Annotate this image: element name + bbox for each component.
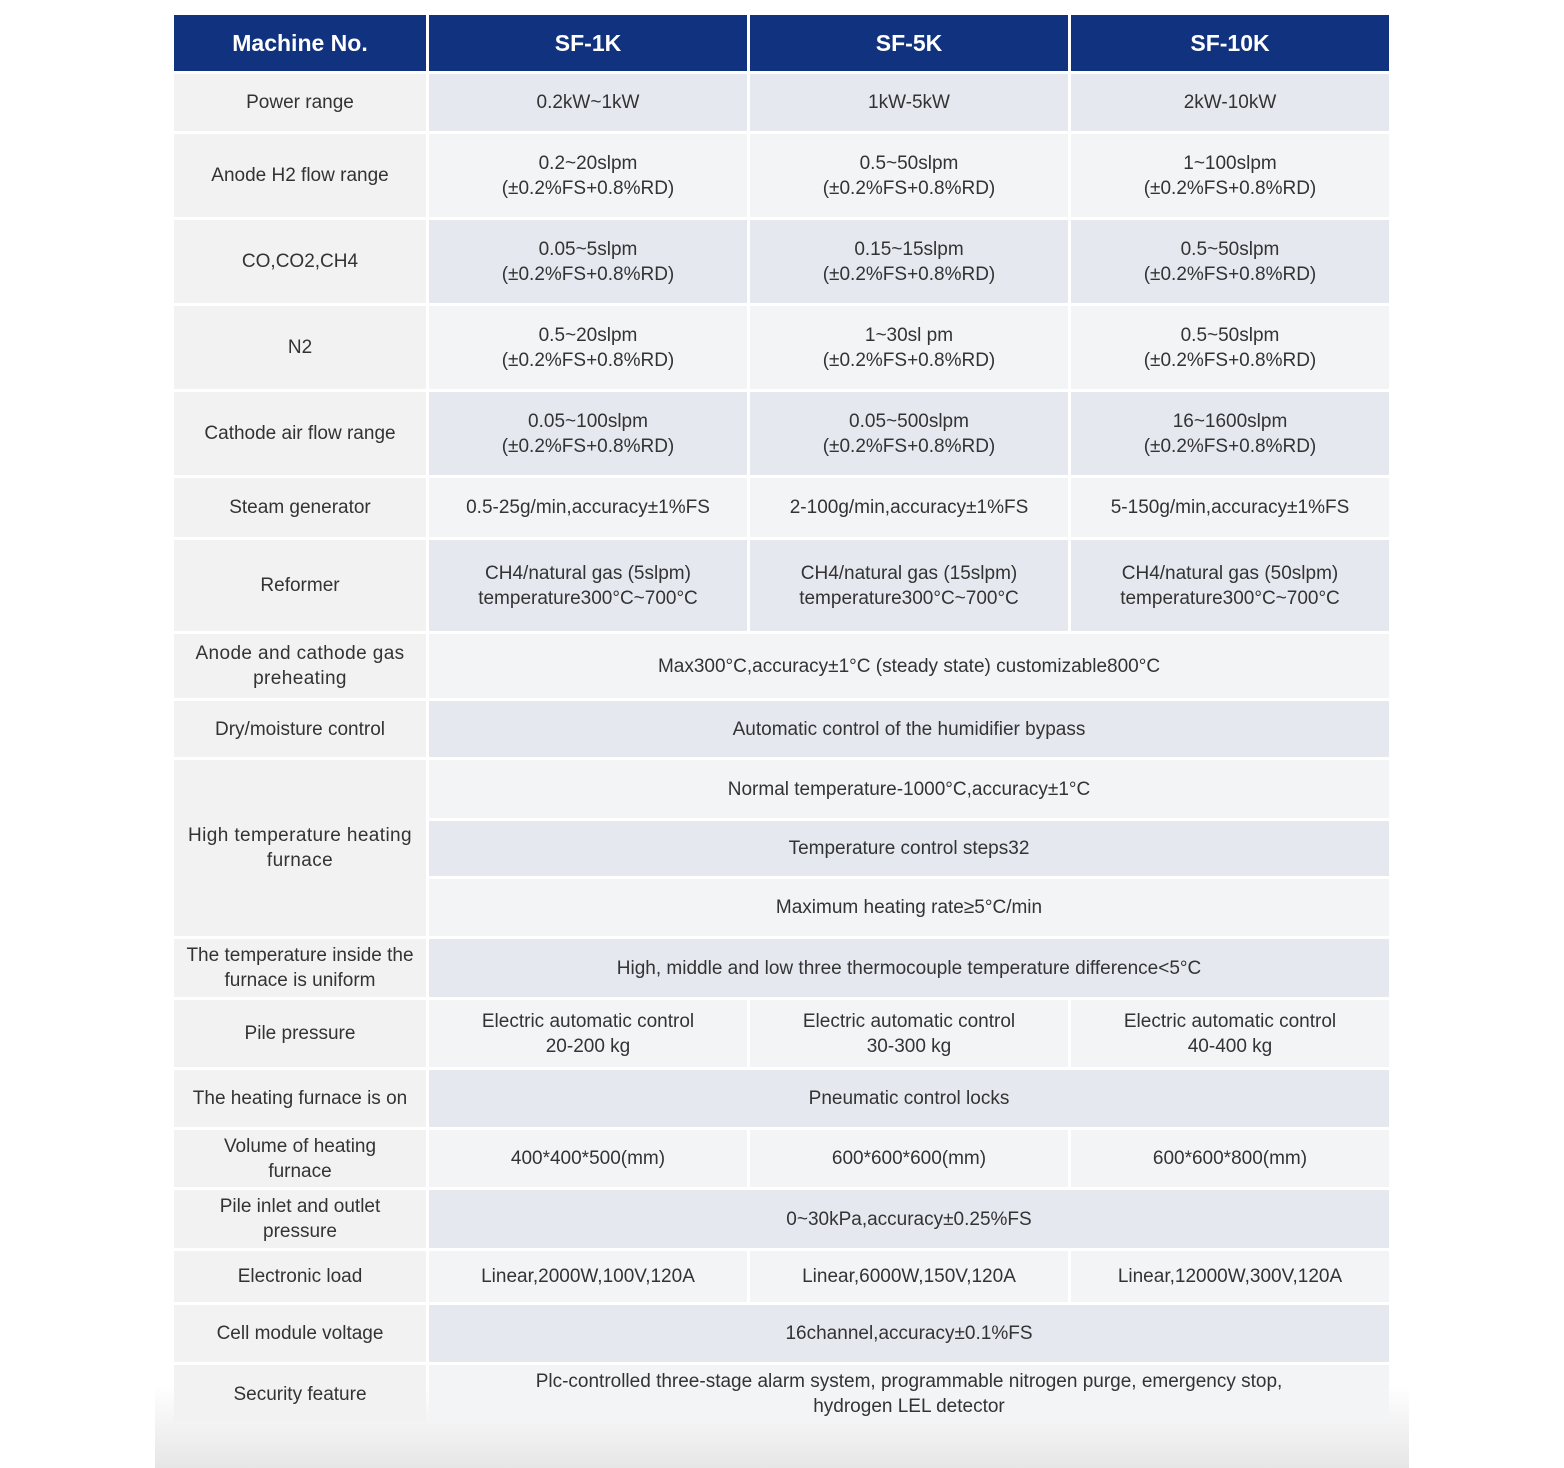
table-row (174, 1251, 1389, 1302)
label-line: High temperature heating (187, 825, 412, 846)
cell-line: 16~1600slpm (1172, 410, 1288, 432)
table-cell: 1kW-5kW (750, 74, 1068, 131)
table-cell: 0.5-25g/min,accuracy±1%FS (429, 478, 747, 537)
table-cell: 5-150g/min,accuracy±1%FS (1071, 478, 1389, 537)
table-row (174, 1000, 1389, 1067)
row-label: The heating furnace is on (174, 1070, 426, 1127)
table-row (174, 1365, 1389, 1423)
label-line: pressure (263, 1221, 337, 1242)
table-cell (750, 540, 1068, 631)
table-cell (750, 392, 1068, 475)
table-cell (750, 1000, 1068, 1067)
table-row (174, 478, 1389, 537)
table-row (174, 939, 1389, 997)
table-cell (750, 134, 1068, 217)
table-row (174, 1190, 1389, 1248)
cell-line: Electric automatic control (802, 1010, 1016, 1032)
spec-table (171, 12, 1392, 1426)
cell-line: 0.5~20slpm (538, 324, 638, 346)
table-cell (429, 134, 747, 217)
row-label (174, 634, 426, 698)
table-row (174, 701, 1389, 757)
row-label: Reformer (174, 540, 426, 631)
row-label: Power range (174, 74, 426, 131)
table-row (174, 1070, 1389, 1127)
label-line: furnace (266, 850, 334, 871)
row-label: Cathode air flow range (174, 392, 426, 475)
table-cell (1071, 306, 1389, 389)
table-cell: Linear,2000W,100V,120A (429, 1251, 747, 1302)
row-label: Cell module voltage (174, 1305, 426, 1362)
cell-line: 0.5~50slpm (1180, 238, 1280, 260)
table-cell-merged: Automatic control of the humidifier bypass (429, 701, 1389, 757)
table-row (174, 220, 1389, 303)
cell-line: temperature300°C~700°C (1120, 587, 1340, 609)
table-cell-merged: Max300°C,accuracy±1°C (steady state) customizable800°C (429, 634, 1389, 698)
cell-line: (±0.2%FS+0.8%RD) (501, 177, 675, 199)
cell-line: 0.05~5slpm (538, 238, 638, 260)
table-cell (429, 392, 747, 475)
cell-line: (±0.2%FS+0.8%RD) (822, 263, 996, 285)
row-label: CO,CO2,CH4 (174, 220, 426, 303)
cell-line: (±0.2%FS+0.8%RD) (822, 177, 996, 199)
table-row (174, 540, 1389, 631)
table-cell-merged: Maximum heating rate≥5°C/min (429, 879, 1389, 936)
cell-line: 20-200 kg (545, 1035, 631, 1057)
table-cell (429, 306, 747, 389)
row-label: Electronic load (174, 1251, 426, 1302)
table-cell-merged: Temperature control steps32 (429, 821, 1389, 876)
table-cell (1071, 1000, 1389, 1067)
row-label: Pile pressure (174, 1000, 426, 1067)
cell-line: (±0.2%FS+0.8%RD) (1143, 435, 1317, 457)
row-label: N2 (174, 306, 426, 389)
cell-line: Electric automatic control (481, 1010, 695, 1032)
row-label: Dry/moisture control (174, 701, 426, 757)
table-cell: 600*600*800(mm) (1071, 1130, 1389, 1187)
table-cell (1071, 392, 1389, 475)
cell-line: 0.15~15slpm (854, 238, 964, 260)
cell-line: (±0.2%FS+0.8%RD) (501, 435, 675, 457)
cell-line: 0.05~500slpm (849, 410, 969, 432)
table-cell: Linear,6000W,150V,120A (750, 1251, 1068, 1302)
cell-line: CH4/natural gas (15slpm) (800, 562, 1018, 584)
row-label: Steam generator (174, 478, 426, 537)
cell-line: Electric automatic control (1123, 1010, 1337, 1032)
cell-line: 0.2~20slpm (538, 152, 638, 174)
cell-line: (±0.2%FS+0.8%RD) (501, 349, 675, 371)
table-cell (750, 220, 1068, 303)
label-line: Volume of heating (223, 1135, 377, 1157)
cell-line: Plc-controlled three-stage alarm system, programmable nitrogen purge, emergency stop, (535, 1371, 1283, 1392)
cell-line: 30-300 kg (866, 1035, 952, 1057)
table-row (174, 1305, 1389, 1362)
cell-line: CH4/natural gas (5slpm) (485, 562, 691, 584)
header-row (174, 15, 1389, 71)
row-label (174, 939, 426, 997)
table-row (174, 306, 1389, 389)
table-cell: 2kW-10kW (1071, 74, 1389, 131)
cell-line: 40-400 kg (1187, 1035, 1273, 1057)
table-row (174, 74, 1389, 131)
table-cell (429, 540, 747, 631)
cell-line: CH4/natural gas (50slpm) (1121, 562, 1339, 584)
table-cell-merged: High, middle and low three thermocouple temperature difference<5°C (429, 939, 1389, 997)
cell-line: (±0.2%FS+0.8%RD) (822, 349, 996, 371)
row-label (174, 1130, 426, 1187)
table-cell (429, 1000, 747, 1067)
table-cell-merged: 0~30kPa,accuracy±0.25%FS (429, 1190, 1389, 1248)
table-row (174, 134, 1389, 217)
table-cell: Linear,12000W,300V,120A (1071, 1251, 1389, 1302)
label-line: The temperature inside the (186, 945, 414, 966)
label-line: furnace is uniform (224, 970, 376, 991)
header-model-sf-5k: SF-5K (750, 15, 1068, 71)
table-row (174, 760, 1389, 818)
cell-line: 1~30sl pm (864, 324, 954, 346)
label-line: Pile inlet and outlet (219, 1196, 381, 1217)
table-cell: 400*400*500(mm) (429, 1130, 747, 1187)
cell-line: temperature300°C~700°C (799, 587, 1019, 609)
table-cell: 600*600*600(mm) (750, 1130, 1068, 1187)
row-label: Security feature (174, 1365, 426, 1423)
table-cell-merged: Pneumatic control locks (429, 1070, 1389, 1127)
cell-line: (±0.2%FS+0.8%RD) (1143, 177, 1317, 199)
cell-line: 1~100slpm (1183, 152, 1277, 174)
cell-line: (±0.2%FS+0.8%RD) (822, 435, 996, 457)
table-cell (1071, 540, 1389, 631)
table-cell: 2-100g/min,accuracy±1%FS (750, 478, 1068, 537)
header-model-sf-1k: SF-1K (429, 15, 747, 71)
cell-line: 0.05~100slpm (528, 410, 648, 432)
cell-line: 0.5~50slpm (1180, 324, 1280, 346)
table-cell (750, 306, 1068, 389)
table-cell-merged (429, 1365, 1389, 1423)
header-model-sf-10k: SF-10K (1071, 15, 1389, 71)
cell-line: hydrogen LEL detector (813, 1396, 1005, 1417)
row-label (174, 1190, 426, 1248)
header-machine-no: Machine No. (174, 15, 426, 71)
label-line: furnace (268, 1160, 332, 1182)
table-cell-merged: 16channel,accuracy±0.1%FS (429, 1305, 1389, 1362)
label-line: preheating (253, 668, 347, 689)
table-row (174, 634, 1389, 698)
table-cell (1071, 134, 1389, 217)
row-label (174, 760, 426, 936)
cell-line: (±0.2%FS+0.8%RD) (501, 263, 675, 285)
table-cell (429, 220, 747, 303)
cell-line: (±0.2%FS+0.8%RD) (1143, 263, 1317, 285)
cell-line: (±0.2%FS+0.8%RD) (1143, 349, 1317, 371)
label-line: Anode and cathode gas (195, 643, 405, 664)
table-cell-merged: Normal temperature-1000°C,accuracy±1°C (429, 760, 1389, 818)
row-label: Anode H2 flow range (174, 134, 426, 217)
cell-line: temperature300°C~700°C (478, 587, 698, 609)
table-cell (1071, 220, 1389, 303)
table-row (174, 1130, 1389, 1187)
table-cell: 0.2kW~1kW (429, 74, 747, 131)
table-row (174, 392, 1389, 475)
cell-line: 0.5~50slpm (859, 152, 959, 174)
